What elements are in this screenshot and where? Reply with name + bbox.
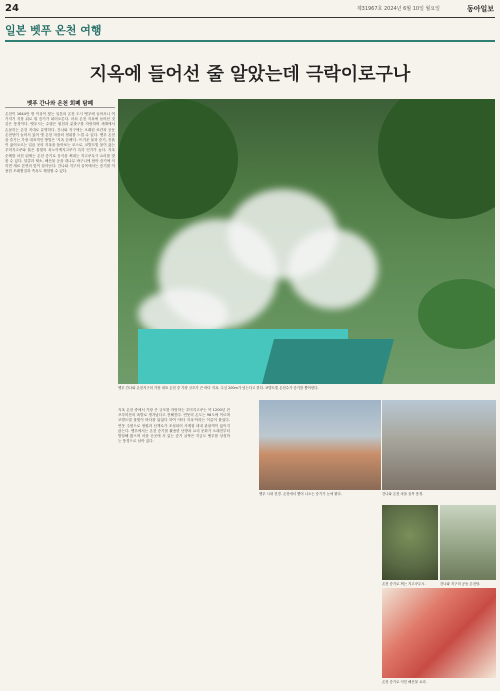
- photo-seafood-dish: [382, 588, 496, 678]
- main-photo-sea-hell: [118, 99, 495, 384]
- newspaper-name: 동아일보: [466, 5, 494, 13]
- section-divider: [5, 40, 495, 42]
- photo-steam-cooking: [382, 505, 438, 580]
- article-body-column-1: 온천이 1644만 명 이상이 찾는 일본의 온천 도시 벳푸에 들어서니 여기저기 지붕 위로 흰 증기가 피어오른다. 마치 온천 지옥에 들어선 것 같은 풍경이다. 벳푸시는 수많은 원천과 분출구를 자랑하며 세계에서 손꼽히는 온천 지대로 유명하다. 간나와 지구에는 오래된 료칸과 공동 온천탕이 늘어서 있어 옛 온천 마을의 정취를 느낄 수 있다. 벳푸 온천을 즐기는 가장 대표적인 방법은 '지옥 순례'다. 뜨거운 물과 증기, 진흙이 끓어오르는 일곱 곳의 지옥을 돌아보는 코스로, 코발트빛 물이 끓는 우미지고쿠와 붉은 물빛의 치노이케지고쿠가 특히 인기가 높다. 지옥 순례를 마친 뒤에는 온천 증기로 음식을 쪄내는 지고쿠무시 요리를 맛볼 수 있다. 달걀과 채소, 해산물 등을 대나무 바구니에 담아 증기에 익히면 재료 본연의 맛이 살아난다. 간나와 지구의 골목에서는 증기를 이용한 모래찜질과 족욕도 체험할 수 있다.: [5, 112, 115, 174]
- article-body-column-2: 지옥 온천 중에서 가장 큰 규모를 자랑하는 우미지고쿠는 약 1200년 전 쓰루미산의 폭발로 생겨났다고 전해진다. 연못의 온도는 98도에 이르며 코발트빛 물빛이 바다를 닮았다 하여 '바다 지옥'이라는 이름이 붙었다. 연못 주변으로 정원과 산책로가 조성되어 사계절 내내 관광객이 끊이지 않는다. 벳푸에서는 온천 증기를 활용한 난방과 요리 문화가 오래전부터 발달해 왔으며 마을 곳곳에 서 있는 증기 굴뚝은 지금도 벳푸를 상징하는 풍경으로 남아 있다.: [118, 408, 230, 444]
- page-header: [0, 0, 500, 18]
- photo4-caption: 온천 증기로 찌는 지고쿠무시.: [382, 582, 426, 586]
- section-title: 일본 벳푸 온천 여행: [5, 24, 102, 37]
- page-number: 24: [5, 3, 19, 14]
- issue-info: 제31967호 2024년 6월 10일 월요일: [356, 6, 440, 12]
- photo-beppu-view: [259, 400, 381, 490]
- sidebar-heading: 벳푸 간나와 온천 회폐 탐폐: [26, 101, 94, 107]
- main-photo-caption: 벳푸 간나와 온천지구의 가장 대표 온천 중 가장 규모가 큰 바다 지옥. 수심 200m가 넘는다고 한다. 코발트빛 온천수가 증기를 뿜어낸다.: [118, 386, 319, 390]
- photo5-caption: 간나와 지구의 공동 온천탕.: [440, 582, 481, 586]
- sidebar-divider: [5, 107, 115, 108]
- photo2-caption: 벳푸 시내 전경. 온천에서 뿜어 나오는 증기가 눈에 띈다.: [259, 492, 342, 496]
- article-headline: 지옥에 들어선 줄 알았는데 극락이로구나: [89, 64, 411, 85]
- header-rule: [5, 17, 495, 18]
- photo3-caption: 간나와 온천 마을 골목 풍경.: [382, 492, 424, 496]
- photo-bathhouse: [440, 505, 496, 580]
- photo6-caption: 온천 증기로 익힌 해산물 요리.: [382, 680, 427, 684]
- photo-onsen-alley: [382, 400, 496, 490]
